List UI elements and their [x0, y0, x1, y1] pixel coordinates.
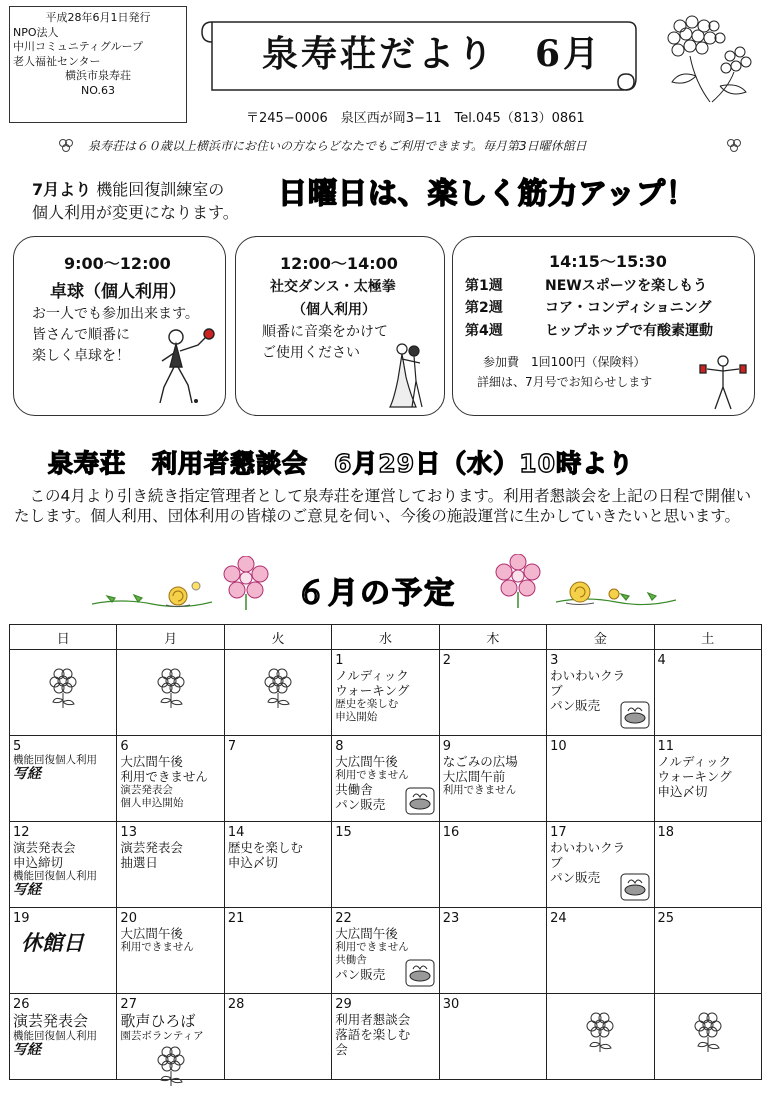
- calendar-day-cell: [547, 736, 654, 822]
- calendar-event: 歌声ひろば: [120, 1012, 196, 1030]
- calendar-event: 園芸ボランティア: [120, 1030, 204, 1042]
- calendar-day-cell: [439, 908, 546, 994]
- weekday-header: 日: [10, 625, 117, 650]
- day-number: 19: [13, 911, 30, 926]
- weekday-header: 金: [547, 625, 654, 650]
- newsletter-title: 泉寿荘だより 6月: [262, 33, 603, 75]
- day-number: 12: [13, 825, 30, 840]
- session-line: ご使用ください: [262, 345, 360, 361]
- weekday-header: 水: [332, 625, 439, 650]
- day-number: 11: [657, 739, 675, 754]
- june-calendar: [9, 624, 762, 1080]
- bread-icon: [405, 959, 435, 987]
- day-number: 8: [335, 739, 344, 754]
- publish-date: 平成28年6月1日発行: [45, 11, 151, 24]
- address-line: 〒245−0006 泉区西が岡3−11 Tel.045（813）0861: [246, 111, 585, 126]
- calendar-week-row: [10, 650, 762, 736]
- calendar-day-cell: [332, 736, 439, 822]
- bread-icon: [620, 873, 650, 901]
- calendar-event: パン販売: [335, 797, 386, 812]
- calendar-day-cell: [224, 994, 331, 1080]
- program-activity: NEWスポーツを楽しもう: [545, 278, 708, 294]
- day-number: 23: [442, 911, 460, 926]
- day-number: 17: [550, 825, 567, 840]
- calendar-day-cell: [332, 650, 439, 736]
- calendar-day-cell: [10, 822, 117, 908]
- calendar-day-cell: [10, 908, 117, 994]
- weekday-header-row: [10, 625, 762, 650]
- calendar-event: ノルディック: [657, 754, 732, 769]
- calendar-event: 写経: [13, 766, 41, 782]
- snail-vine-icon: [556, 574, 676, 610]
- day-number: 25: [657, 911, 675, 926]
- calendar-day-cell: [117, 908, 224, 994]
- day-number: 2: [442, 653, 451, 668]
- calendar-day-cell: [332, 908, 439, 994]
- day-number: 13: [120, 825, 137, 840]
- day-number: 4: [657, 653, 666, 668]
- facility-name: 横浜市泉寿荘: [65, 69, 131, 82]
- calendar-event: 利用できません: [335, 769, 409, 781]
- calendar-day-cell: [224, 650, 331, 736]
- calendar-event: ウォーキング: [657, 769, 732, 784]
- calendar-day-cell: [10, 650, 117, 736]
- day-number: 6: [120, 739, 129, 754]
- program-fee: 参加費 1回100円（保険料）: [483, 355, 646, 369]
- calendar-event: わいわいクラ: [550, 840, 626, 855]
- weekday-header: 木: [439, 625, 546, 650]
- day-number: 18: [657, 825, 675, 840]
- org-name: NPO法人: [13, 25, 59, 39]
- session-box-weekly-program: [452, 236, 755, 416]
- day-number: 27: [120, 997, 137, 1012]
- session-heading: 社交ダンス・太極拳: [270, 279, 396, 295]
- session-line: 楽しく卓球を！: [32, 348, 130, 364]
- calendar-day-cell: [654, 994, 761, 1080]
- program-week: 第1週: [465, 278, 503, 294]
- calendar-day-cell: [654, 822, 761, 908]
- clover-icon: [726, 137, 742, 153]
- flower-icon: [494, 554, 542, 608]
- calendar-day-cell: [10, 994, 117, 1080]
- calendar-event: 歴史を楽しむ: [227, 840, 303, 855]
- calendar-day-cell: [439, 650, 546, 736]
- calendar-event: 機能回復個人利用: [13, 870, 97, 882]
- flower-icon: [222, 556, 270, 610]
- schedule-title: ６月の予定: [296, 576, 456, 611]
- calendar-event: ブ: [550, 855, 563, 870]
- dancing-couple-icon: [386, 341, 432, 411]
- facility-notice: 泉寿荘は６０歳以上横浜市にお住いの方ならどなたでもご利用できます。毎月第3日曜休館日: [88, 139, 587, 153]
- calendar-event: 大広間午後: [120, 926, 183, 941]
- calendar-week-row: [10, 908, 762, 994]
- calendar-day-cell: [654, 736, 761, 822]
- calendar-day-cell: [654, 908, 761, 994]
- calendar-event: パン販売: [550, 870, 601, 885]
- day-number: 28: [227, 997, 245, 1012]
- day-number: 30: [442, 997, 460, 1012]
- flower-sketch-icon: [155, 666, 187, 710]
- calendar-week-row: [10, 994, 762, 1080]
- day-number: 9: [442, 739, 451, 754]
- calendar-event: 機能回復個人利用: [13, 754, 97, 766]
- calendar-event: 申込〆切: [227, 855, 278, 870]
- calendar-day-cell: [439, 822, 546, 908]
- day-number: 5: [13, 739, 22, 754]
- calendar-event: 落語を楽しむ: [335, 1027, 411, 1042]
- issue-number: NO.63: [81, 83, 115, 97]
- calendar-event: 共働舎: [335, 782, 373, 797]
- calendar-day-cell: [10, 736, 117, 822]
- calendar-event: 写経: [13, 882, 41, 898]
- session-subheading: （個人利用）: [292, 302, 376, 318]
- snail-vine-icon: [92, 578, 212, 610]
- calendar-event: 共働舎: [335, 954, 367, 966]
- announcement-line-1: [32, 177, 224, 200]
- calendar-event: なごみの広場: [442, 754, 518, 769]
- calendar-event: 個人申込開始: [120, 797, 184, 809]
- session-time: 12:00〜14:00: [280, 254, 398, 273]
- calendar-week-row: [10, 822, 762, 908]
- group-name: 中川コミュニティグループ: [13, 40, 144, 53]
- calendar-event: 大広間午後: [120, 754, 183, 769]
- dumbbell-exercise-icon: [697, 353, 749, 413]
- announcement-line-2: 個人利用が変更になります。: [32, 203, 239, 222]
- day-number: 20: [120, 911, 137, 926]
- weekday-header: 月: [117, 625, 224, 650]
- calendar-event: ウォーキング: [335, 683, 410, 698]
- calendar-day-cell: [547, 994, 654, 1080]
- calendar-event: 利用できません: [442, 784, 517, 796]
- calendar-day-cell: [224, 822, 331, 908]
- day-number: 24: [550, 911, 567, 926]
- program-activity: コア・コンディショニング: [545, 300, 712, 316]
- calendar-event: 大広間午後: [335, 926, 398, 941]
- calendar-day-cell: [654, 650, 761, 736]
- flower-sketch-icon: [262, 666, 294, 710]
- calendar-event: 利用できません: [120, 769, 208, 784]
- closed-day-label: 休館日: [21, 931, 84, 955]
- flower-sketch-icon: [692, 1010, 724, 1054]
- session-line: お一人でも参加出来ます。: [32, 306, 199, 322]
- program-week: 第4週: [465, 323, 503, 339]
- center-name: 老人福祉センター: [13, 54, 101, 68]
- clover-icon: [58, 137, 74, 153]
- day-number: 7: [227, 739, 237, 754]
- calendar-day-cell: [439, 736, 546, 822]
- calendar-day-cell: [547, 822, 654, 908]
- calendar-event: 利用者懇談会: [335, 1012, 411, 1027]
- session-line: 皆さんで順番に: [32, 327, 130, 343]
- announcement-highlight: 7月より: [32, 180, 92, 199]
- calendar-event: 機能回復個人利用: [13, 1030, 97, 1042]
- calendar-event: 申込開始: [335, 711, 378, 723]
- day-number: 22: [335, 911, 352, 926]
- session-line: 順番に音楽をかけて: [262, 324, 388, 340]
- calendar-day-cell: [117, 822, 224, 908]
- calendar-event: 演芸発表会: [13, 1012, 89, 1030]
- calendar-event: 歴史を楽しむ: [335, 698, 399, 710]
- sunday-slogan: 日曜日は、楽しく筋力アップ！: [278, 176, 696, 210]
- calendar-day-cell: [332, 822, 439, 908]
- calendar-event: 申込締切: [13, 855, 64, 870]
- calendar-event: 利用できません: [335, 941, 409, 953]
- calendar-day-cell: [224, 908, 331, 994]
- calendar-event: 演芸発表会: [120, 784, 173, 796]
- calendar-event: 会: [335, 1042, 348, 1057]
- table-tennis-player-icon: [152, 325, 218, 411]
- calendar-day-cell: [117, 994, 224, 1080]
- bread-icon: [620, 701, 650, 729]
- program-activity: ヒップホップで有酸素運動: [545, 323, 713, 339]
- calendar-day-cell: [332, 994, 439, 1080]
- calendar-event: わいわいクラ: [550, 668, 626, 683]
- calendar-day-cell: [117, 736, 224, 822]
- calendar-event: 抽選日: [120, 855, 158, 870]
- announcement-text: 機能回復訓練室の: [96, 180, 225, 199]
- session-time: 9:00〜12:00: [64, 254, 171, 273]
- calendar-event: パン販売: [550, 698, 601, 713]
- publisher-box: [9, 6, 187, 123]
- calendar-event: 申込〆切: [657, 784, 708, 799]
- day-number: 15: [335, 825, 352, 840]
- meeting-headline: 泉寿荘 利用者懇談会 6月29日（水）10時より: [48, 449, 634, 478]
- calendar-event: 大広間午前: [442, 769, 506, 784]
- calendar-event: ブ: [550, 683, 563, 698]
- weekday-header: 火: [224, 625, 331, 650]
- calendar-event: 演芸発表会: [120, 840, 183, 855]
- calendar-event: パン販売: [335, 967, 386, 982]
- program-details: 詳細は、7月号でお知らせします: [477, 375, 653, 389]
- flower-sketch-icon: [155, 1044, 187, 1080]
- calendar-event: 写経: [13, 1042, 41, 1058]
- calendar-day-cell: [547, 650, 654, 736]
- meeting-body: この4月より引き続き指定管理者として泉寿荘を運営しております。利用者懇談会を上記の日程で開催いたします。個人利用、団体利用の皆様のご意見を伺い、今後の施設運営に生かしていきたいと思います。: [14, 487, 752, 525]
- calendar-event: 演芸発表会: [13, 840, 76, 855]
- calendar-week-row: [10, 736, 762, 822]
- session-time: 14:15〜15:30: [549, 252, 667, 271]
- day-number: 1: [335, 653, 344, 668]
- calendar-event: 利用できません: [120, 941, 194, 953]
- session-heading: 卓球（個人利用）: [50, 282, 186, 302]
- calendar-day-cell: [547, 908, 654, 994]
- calendar-day-cell: [439, 994, 546, 1080]
- calendar-event: 大広間午後: [335, 754, 398, 769]
- day-number: 26: [13, 997, 30, 1012]
- day-number: 29: [335, 997, 352, 1012]
- calendar-day-cell: [117, 650, 224, 736]
- day-number: 16: [442, 825, 460, 840]
- day-number: 10: [550, 739, 567, 754]
- hydrangea-icon: [650, 12, 762, 112]
- session-box-table-tennis: [13, 236, 226, 416]
- day-number: 3: [550, 653, 559, 668]
- day-number: 21: [227, 911, 245, 926]
- flower-sketch-icon: [584, 1010, 616, 1054]
- calendar-day-cell: [224, 736, 331, 822]
- program-week: 第2週: [465, 300, 503, 316]
- weekday-header: 土: [654, 625, 761, 650]
- calendar-event: ノルディック: [335, 668, 409, 683]
- bread-icon: [405, 787, 435, 815]
- session-box-dance: [235, 236, 445, 416]
- flower-sketch-icon: [47, 666, 79, 710]
- day-number: 14: [227, 825, 245, 840]
